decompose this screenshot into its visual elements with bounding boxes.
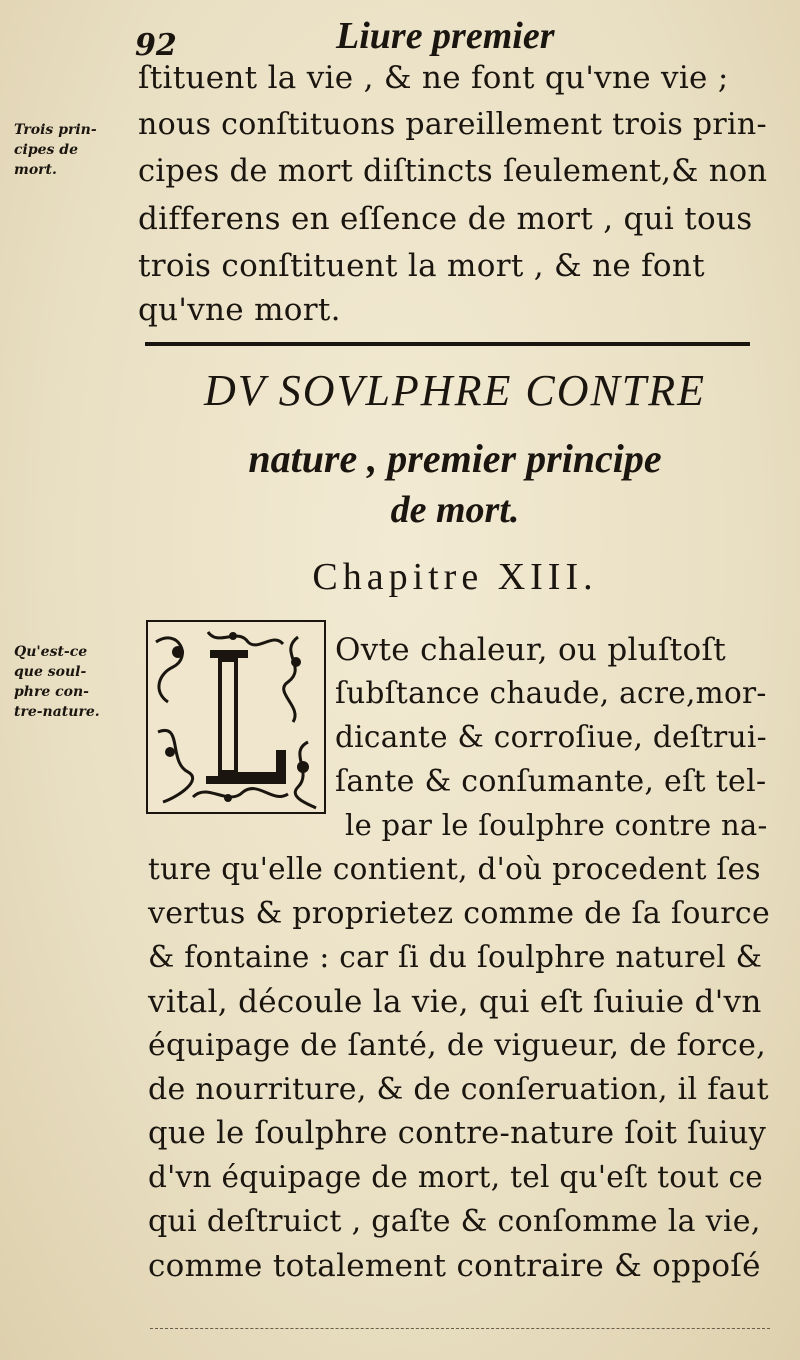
text-line: & fontaine : car ſi du ſoulphre naturel & xyxy=(148,940,763,974)
margin-note-line: phre con- xyxy=(14,684,89,700)
text-line: qu'vne mort. xyxy=(138,292,341,328)
section-rule xyxy=(145,342,750,346)
text-line: le par le ſoulphre contre na- xyxy=(345,808,768,842)
page-number: 92 xyxy=(135,28,177,63)
text-line: Ovte chaleur, ou pluſtoſt xyxy=(335,632,726,668)
text-line: équipage de ſanté, de vigueur, de force, xyxy=(148,1028,766,1063)
text-line: comme totalement contraire & oppoſé xyxy=(148,1248,761,1284)
ornament-svg xyxy=(148,622,324,812)
chapter-subtitle-cont: de mort. xyxy=(390,489,520,531)
margin-note-definition xyxy=(14,642,100,722)
margin-note-line: mort. xyxy=(14,162,57,178)
text-line: dicante & corroſiue, deſtrui- xyxy=(335,720,767,754)
text-line: qui deſtruict , gaſte & conſomme la vie, xyxy=(148,1204,761,1239)
running-title: Liure premier xyxy=(336,15,555,57)
margin-note-line: Trois prin- xyxy=(14,122,97,138)
text-line: vital, découle la vie, qui eſt ſuiuie d'vn xyxy=(148,984,762,1020)
ornamental-initial-icon xyxy=(146,620,326,814)
text-line: d'vn équipage de mort, tel qu'eſt tout ce xyxy=(148,1160,764,1194)
chapter-title: DV SOVLPHRE CONTRE xyxy=(203,366,707,415)
bleed-through-line xyxy=(150,1328,770,1329)
text-line: nous conſtituons pareillement trois prin- xyxy=(138,107,767,142)
margin-note-principles xyxy=(14,120,97,180)
text-line: cipes de mort diſtincts ſeulement,& non xyxy=(138,154,768,189)
text-line: trois conſtituent la mort , & ne font xyxy=(138,248,705,284)
text-line: vertus & proprietez comme de ſa ſource xyxy=(148,896,771,931)
chapter-label: Chapitre XIII. xyxy=(312,556,598,598)
text-line: ſante & conſumante, eſt tel- xyxy=(335,764,767,799)
margin-note-line: Qu'est-ce xyxy=(14,644,88,660)
margin-note-line: cipes de xyxy=(14,142,78,158)
text-line: ture qu'elle contient, d'où procedent ſes xyxy=(148,852,761,886)
text-line: differens en eſſence de mort , qui tous xyxy=(138,201,753,237)
chapter-subtitle: nature , premier principe xyxy=(248,436,662,481)
margin-note-line: tre-nature. xyxy=(14,704,100,720)
margin-note-line: que soul- xyxy=(14,664,87,680)
text-line: ſtituent la vie , & ne font qu'vne vie ; xyxy=(138,60,729,96)
text-line: de nourriture, & de conſeruation, il faut xyxy=(148,1072,769,1107)
text-line: que le ſoulphre contre-nature ſoit ſuiuy xyxy=(148,1116,767,1151)
text-line: ſubſtance chaude, acre,mor- xyxy=(335,676,767,710)
